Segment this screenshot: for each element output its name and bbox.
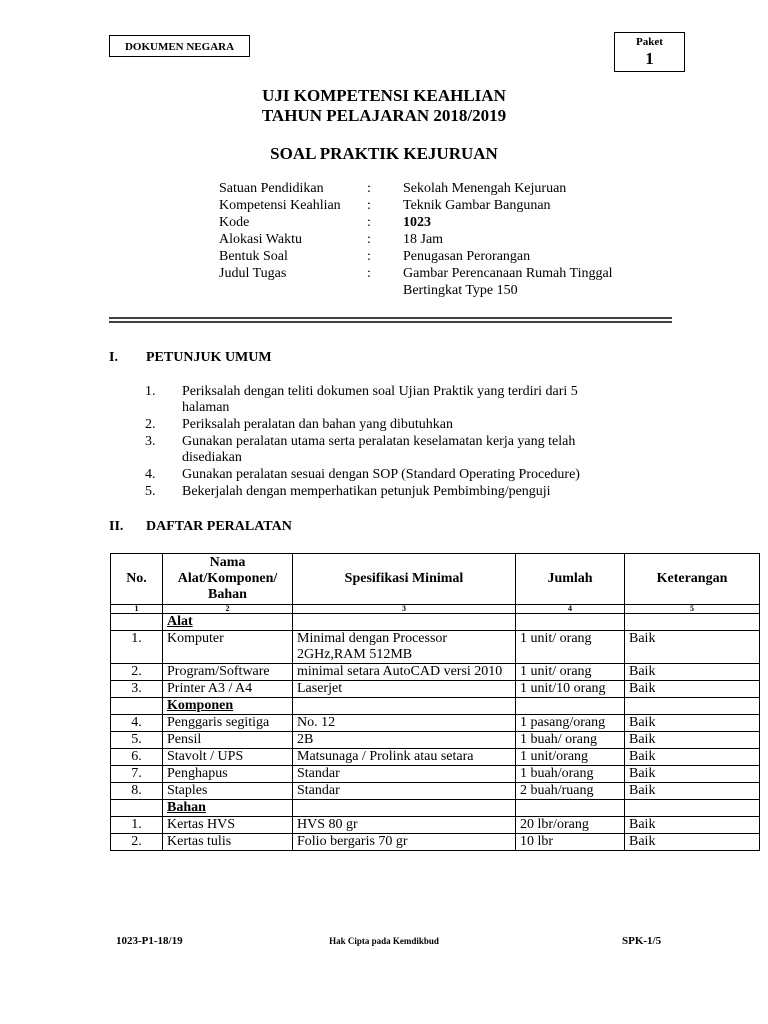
cell-spec: Standar <box>293 783 516 800</box>
cell-spec: Standar <box>293 766 516 783</box>
cell-note: Baik <box>625 664 760 681</box>
equipment-table <box>110 553 760 851</box>
group-label: Bahan <box>163 800 293 817</box>
cell-spec: No. 12 <box>293 715 516 732</box>
table-row <box>111 732 760 749</box>
cell-spec: HVS 80 gr <box>293 817 516 834</box>
group-label: Alat <box>163 614 293 631</box>
list-item-number: 5. <box>145 484 156 499</box>
meta-key: Kode <box>219 215 250 230</box>
list-item-text: Periksalah peralatan dan bahan yang dibutuhkan <box>182 417 453 432</box>
section-general-instructions-heading <box>109 350 272 366</box>
cell-spec: Folio bergaris 70 gr <box>293 834 516 851</box>
cell-qty: 1 buah/ orang <box>516 732 625 749</box>
list-item-text: Gunakan peralatan utama serta peralatan keselamatan kerja yang telah disediakan <box>182 434 576 465</box>
cell-spec <box>293 698 516 715</box>
cell-name: Printer A3 / A4 <box>163 681 293 698</box>
cell-qty <box>516 614 625 631</box>
list-item <box>145 467 625 483</box>
section-equipment-heading <box>109 519 292 535</box>
table-header-row <box>111 554 760 605</box>
column-index-row <box>111 605 760 614</box>
table-row <box>111 749 760 766</box>
list-item <box>145 384 625 416</box>
exam-subtitle: SOAL PRAKTIK KEJURUAN <box>270 144 498 163</box>
cell-qty: 1 unit/ orang <box>516 631 625 664</box>
list-item-text: Periksalah dengan teliti dokumen soal Ujian Praktik yang terdiri dari 5 halaman <box>182 384 578 415</box>
cell-qty: 1 unit/orang <box>516 749 625 766</box>
list-item-number: 1. <box>145 384 156 399</box>
column-header-note: Keterangan <box>625 554 760 605</box>
cell-spec <box>293 800 516 817</box>
table-row <box>111 631 760 664</box>
meta-key: Satuan Pendidikan <box>219 181 324 196</box>
cell-note <box>625 698 760 715</box>
meta-separator: : <box>367 198 371 213</box>
section-title: PETUNJUK UMUM <box>146 350 272 365</box>
table-row <box>111 766 760 783</box>
paket-number: 1 <box>645 49 654 68</box>
cell-qty: 2 buah/ruang <box>516 783 625 800</box>
cell-no: 8. <box>111 783 163 800</box>
column-index: 3 <box>293 605 516 614</box>
cell-note: Baik <box>625 766 760 783</box>
cell-qty <box>516 800 625 817</box>
list-item <box>145 434 625 466</box>
column-index: 2 <box>163 605 293 614</box>
cell-qty: 20 lbr/orang <box>516 817 625 834</box>
cell-qty: 1 unit/10 orang <box>516 681 625 698</box>
table-row <box>111 783 760 800</box>
cell-name: Kertas HVS <box>163 817 293 834</box>
cell-note: Baik <box>625 749 760 766</box>
meta-separator: : <box>367 249 371 264</box>
list-item <box>145 417 625 433</box>
meta-separator: : <box>367 181 371 196</box>
section-number: I. <box>109 350 118 365</box>
table-row <box>111 681 760 698</box>
table-row <box>111 715 760 732</box>
footer-page-number: SPK-1/5 <box>622 935 662 947</box>
cell-name: Pensil <box>163 732 293 749</box>
meta-key: Bentuk Soal <box>219 249 288 264</box>
cell-spec: Minimal dengan Processor 2GHz,RAM 512MB <box>293 631 516 664</box>
column-index: 1 <box>111 605 163 614</box>
cell-no: 4. <box>111 715 163 732</box>
cell-qty: 10 lbr <box>516 834 625 851</box>
table-group-row <box>111 614 760 631</box>
list-item <box>145 484 625 500</box>
cell-name: Staples <box>163 783 293 800</box>
list-item-number: 4. <box>145 467 156 482</box>
cell-no: 5. <box>111 732 163 749</box>
cell-qty: 1 unit/ orang <box>516 664 625 681</box>
cell-no: 1. <box>111 631 163 664</box>
footer-code: 1023-P1-18/19 <box>116 935 183 947</box>
column-header-name: Nama Alat/Komponen/ Bahan <box>163 554 293 605</box>
cell-spec: 2B <box>293 732 516 749</box>
section-number: II. <box>109 519 124 534</box>
exam-year: TAHUN PELAJARAN 2018/2019 <box>261 106 507 125</box>
cell-no: 6. <box>111 749 163 766</box>
column-header-qty: Jumlah <box>516 554 625 605</box>
cell-qty: 1 pasang/orang <box>516 715 625 732</box>
meta-value: 1023 <box>403 215 431 230</box>
cell-name: Penghapus <box>163 766 293 783</box>
cell-no: 7. <box>111 766 163 783</box>
cell-note: Baik <box>625 631 760 664</box>
cell-note: Baik <box>625 834 760 851</box>
exam-title: UJI KOMPETENSI KEAHLIAN <box>262 86 506 105</box>
meta-key: Kompetensi Keahlian <box>219 198 341 213</box>
cell-name: Stavolt / UPS <box>163 749 293 766</box>
cell-name: Penggaris segitiga <box>163 715 293 732</box>
cell-no <box>111 614 163 631</box>
cell-name: Program/Software <box>163 664 293 681</box>
meta-value: Teknik Gambar Bangunan <box>403 198 551 213</box>
table-group-row <box>111 800 760 817</box>
meta-separator: : <box>367 232 371 247</box>
column-header-no: No. <box>111 554 163 605</box>
cell-no: 1. <box>111 817 163 834</box>
column-header-spec: Spesifikasi Minimal <box>293 554 516 605</box>
instruction-list <box>145 384 625 501</box>
table-row <box>111 817 760 834</box>
cell-no <box>111 698 163 715</box>
cell-no: 3. <box>111 681 163 698</box>
footer-copyright: Hak Cipta pada Kemdikbud <box>329 936 439 946</box>
cell-qty <box>516 698 625 715</box>
column-index: 4 <box>516 605 625 614</box>
cell-name: Kertas tulis <box>163 834 293 851</box>
cell-note: Baik <box>625 817 760 834</box>
list-item-text: Gunakan peralatan sesuai dengan SOP (Standard Operating Procedure) <box>182 467 580 482</box>
meta-separator: : <box>367 215 371 230</box>
meta-key: Judul Tugas <box>219 266 287 281</box>
meta-value: Gambar Perencanaan Rumah Tinggal <box>403 266 613 281</box>
cell-note: Baik <box>625 783 760 800</box>
document-classification-tag: DOKUMEN NEGARA <box>109 35 250 57</box>
cell-note: Baik <box>625 715 760 732</box>
table-row <box>111 834 760 851</box>
cell-no: 2. <box>111 834 163 851</box>
list-item-text: Bekerjalah dengan memperhatikan petunjuk Pembimbing/penguji <box>182 484 551 499</box>
section-title: DAFTAR PERALATAN <box>146 519 292 534</box>
meta-value: Bertingkat Type 150 <box>403 283 518 298</box>
cell-note: Baik <box>625 732 760 749</box>
cell-note: Baik <box>625 681 760 698</box>
meta-separator: : <box>367 266 371 281</box>
cell-spec: Matsunaga / Prolink atau setara <box>293 749 516 766</box>
cell-no: 2. <box>111 664 163 681</box>
cell-qty: 1 buah/orang <box>516 766 625 783</box>
cell-no <box>111 800 163 817</box>
cell-spec: minimal setara AutoCAD versi 2010 <box>293 664 516 681</box>
cell-spec: Laserjet <box>293 681 516 698</box>
cell-name: Komputer <box>163 631 293 664</box>
meta-value: 18 Jam <box>403 232 444 247</box>
column-index: 5 <box>625 605 760 614</box>
table-group-row <box>111 698 760 715</box>
cell-note <box>625 800 760 817</box>
double-divider <box>109 317 672 323</box>
cell-spec <box>293 614 516 631</box>
list-item-number: 2. <box>145 417 156 432</box>
meta-key: Alokasi Waktu <box>219 232 302 247</box>
paket-label: Paket <box>636 36 663 48</box>
cell-note <box>625 614 760 631</box>
meta-value: Sekolah Menengah Kejuruan <box>403 181 567 196</box>
list-item-number: 3. <box>145 434 156 449</box>
table-row <box>111 664 760 681</box>
meta-value: Penugasan Perorangan <box>403 249 531 264</box>
paket-box <box>614 32 685 72</box>
group-label: Komponen <box>163 698 293 715</box>
